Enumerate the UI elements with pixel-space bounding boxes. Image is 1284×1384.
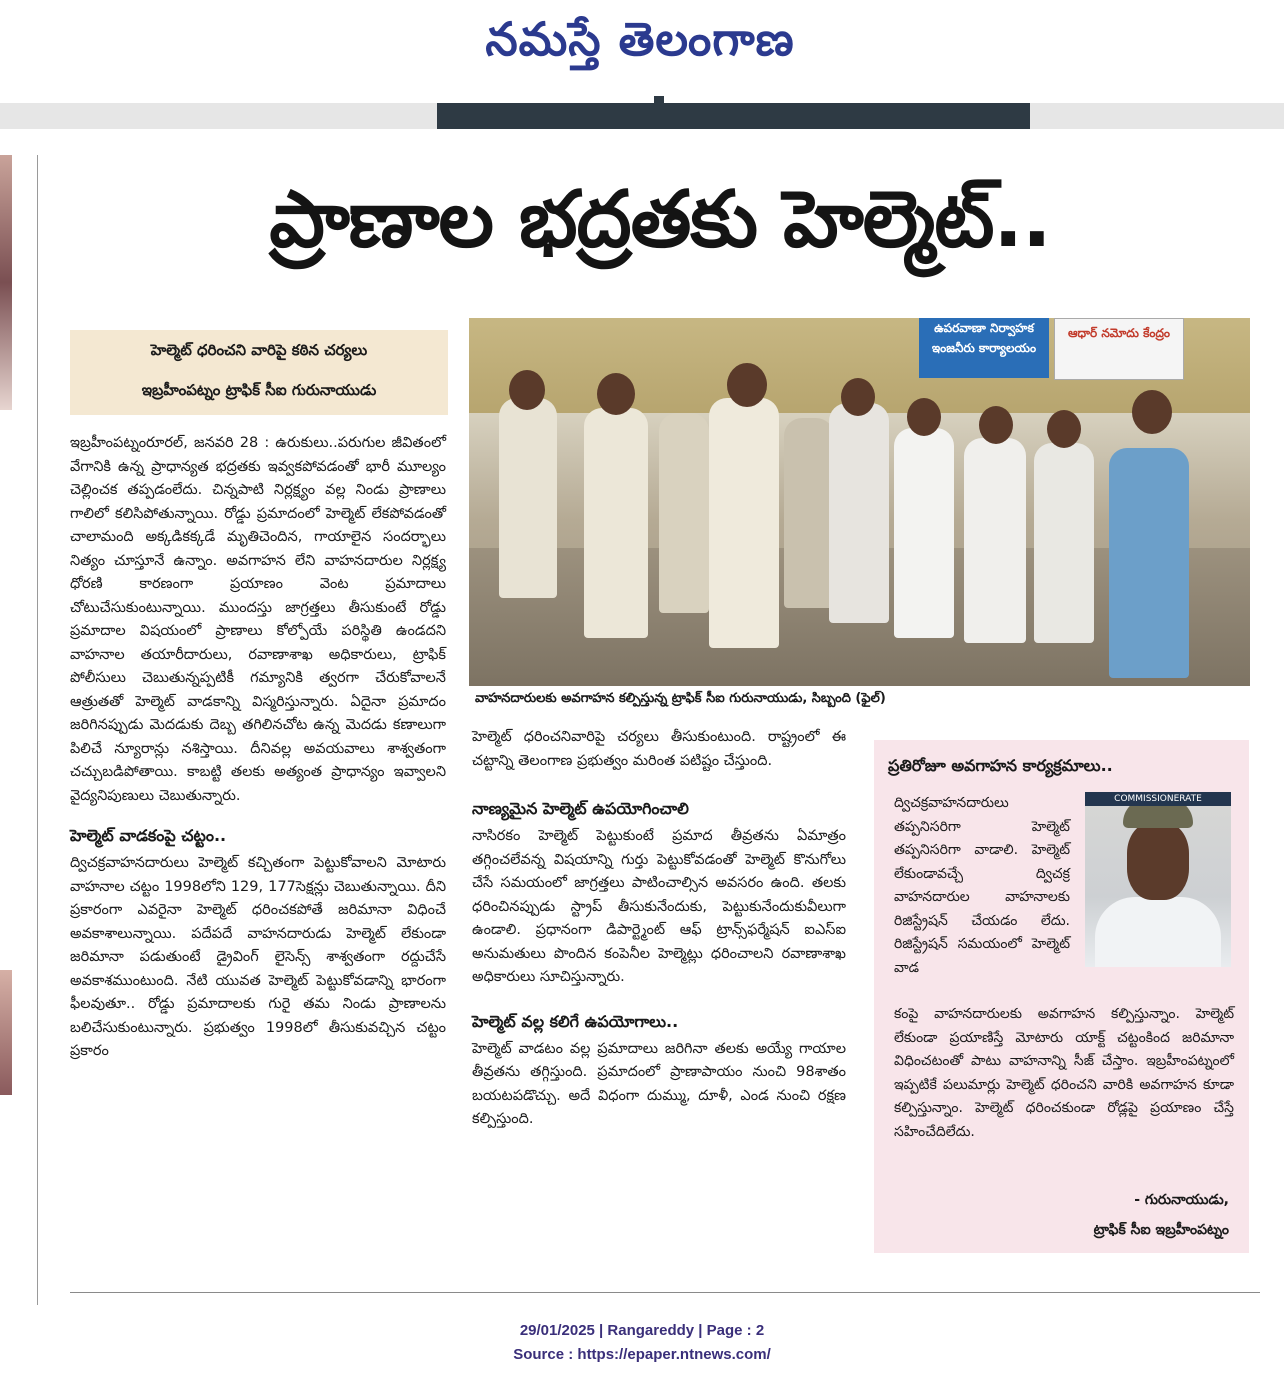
sidebar-text: ద్విచక్రవాహనదారులు తప్పనిసరిగా హెల్మెట్ తప్పనిసరిగా వాడాలి. హెల్మెట్ లేకుండావచ్చే ద్విచక్ర వాహనదారుల వాహనాలకు రిజిస్ట్రేషన్ చేయడం లేదు. రిజిస్ట్రేషన్ సమయంలో హెల్మెట్ వాడ bbox=[894, 795, 1070, 976]
sidebar-heading: ప్రతిరోజూ అవగాహన కార్యక్రమాలు.. bbox=[888, 756, 1113, 775]
section-heading: నాణ్యమైన హెల్మెట్ ఉపయోగించాలి bbox=[472, 799, 689, 818]
photo-caption: వాహనదారులకు అవగాహన కల్పిస్తున్న ట్రాఫిక్ సీఐ గురునాయుడు, సిబ్బంది (ఫైల్) bbox=[469, 687, 1250, 711]
photo-person bbox=[584, 408, 648, 638]
section-heading: హెల్మెట్ వల్ల కలిగే ఉపయోగాలు.. bbox=[472, 1011, 679, 1031]
page-bottom-rule bbox=[70, 1292, 1260, 1293]
footer-source-link[interactable]: Source : https://epaper.ntnews.com/ bbox=[513, 1346, 771, 1363]
photo-person bbox=[894, 428, 954, 638]
subheadline-box bbox=[70, 330, 448, 415]
portrait-background-banner: COMMISSIONERATE bbox=[1085, 792, 1231, 806]
photo-person bbox=[1109, 448, 1189, 678]
article-photo bbox=[469, 318, 1250, 686]
header-bar-notch bbox=[654, 96, 664, 104]
photo-person bbox=[964, 438, 1026, 643]
masthead bbox=[0, 0, 1284, 100]
portrait-shirt bbox=[1095, 897, 1221, 967]
adjacent-article-photo-2 bbox=[0, 970, 12, 1095]
photo-person bbox=[829, 403, 889, 623]
photo-aadhaar-sign: ఆధార్ నమోదు కేంద్రం bbox=[1054, 318, 1184, 380]
photo-person-head bbox=[727, 363, 767, 407]
photo-person bbox=[499, 398, 557, 598]
article-paragraph: హెల్మెట్ ధరించనివారిపై చర్యలు తీసుకుంటుంది. రాష్ట్రంలో ఈ చట్టాన్ని తెలంగాణ ప్రభుత్వం మరింత పటిష్టం చేస్తుంది. bbox=[472, 729, 846, 769]
photo-person bbox=[659, 413, 709, 613]
footer-edition-line: 29/01/2025 | Rangareddy | Page : 2 bbox=[519, 1322, 765, 1339]
article-headline: ప్రాణాల భద్రతకు హెల్మెట్.. bbox=[269, 175, 1051, 265]
photo-person-head bbox=[509, 370, 545, 410]
quote-sidebar bbox=[874, 740, 1249, 1253]
sidebar-text-continued: కంపై వాహనదారులకు అవగాహన కల్పిస్తున్నాం. హెల్మెట్ లేకుండా ప్రయాణిస్తే మోటారు యాక్ట్ చట్టంకింద జరిమానా విధించటంతో పాటు వాహనాన్ని సీజ్ చేస్తాం. ఇబ్రహీంపట్నంలో ఇప్పటికే పలుమార్లు హెల్మెట్ ధరించని వారికి అవగాహన కూడా కల్పిస్తున్నాం. హెల్మెట్ ధరించకుండా రోడ్లపై ప్రయాణం చేస్తే సహించేదిలేదు. bbox=[894, 1006, 1234, 1140]
photo-person bbox=[784, 418, 834, 608]
portrait-face bbox=[1127, 822, 1189, 900]
column-divider bbox=[37, 155, 38, 1305]
article-paragraph: హెల్మెట్ వాడటం వల్ల ప్రమాదాలు జరిగినా తలకు అయ్యే గాయాల తీవ్రతను తగ్గిస్తుంది. ప్రమాదంలో ప్రాణాపాయం నుంచి 98శాతం బయటపడొచ్చు. అదే విధంగా దుమ్ము, దూళీ, ఎండ నుంచి రక్షణ కల్పిస్తుంది. bbox=[472, 1040, 846, 1127]
article-column-1 bbox=[70, 432, 446, 1064]
photo-person-head bbox=[1132, 390, 1172, 434]
photo-person bbox=[1034, 443, 1094, 643]
article-paragraph: ద్విచక్రవాహనదారులు హెల్మెట్ కచ్చితంగా పెట్టుకోవాలని మోటారు వాహనాల చట్టం 1998లోని 129, 177సెక్షన్లు చెబుతున్నాయి. దీని ప్రకారంగా ఎవరైనా హెల్మెట్ ధరించకపోతే జరిమానా విధించే అవకాశాలున్నాయి. పదేపదే వాహనదారుడు హెల్మెట్ లేకుండా జరిమానా పడుతుంటే డ్రైవింగ్ లైసెన్స్ శాశ్వతంగా రద్దుచేసే అవకాశముంటుంది. నేటి యువత హెల్మెట్ పెట్టుకోవడాన్ని భారంగా ఫీలవుతూ.. రోడ్డు ప్రమాదాలకు గురై తమ నిండు ప్రాణాలను బలిచేసుకుంటున్నారు. ప్రభుత్వం 1998లో తీసుకువచ్చిన చట్టం ప్రకారం bbox=[70, 855, 446, 1059]
quote-attribution-name: - గురునాయుడు, bbox=[1134, 1192, 1229, 1208]
photo-person-head bbox=[979, 406, 1013, 444]
photo-person-head bbox=[597, 373, 635, 415]
photo-office-sign: ఉపరవాణా నిర్వాహక ఇంజనీరు కార్యాలయం bbox=[919, 318, 1049, 378]
adjacent-article-photo bbox=[0, 155, 12, 410]
photo-person-head bbox=[1047, 410, 1081, 448]
article-paragraph: నాసిరకం హెల్మెట్ పెట్టుకుంటే ప్రమాద తీవ్రతను ఏమాత్రం తగ్గించలేవన్న విషయాన్ని గుర్తు పెట్టుకోవడంతో హెల్మెట్ కొనుగోలు చేసే సమయంలో జాగ్రత్తలు పాటించాల్సిన అవసరం ఉంది. తలకు ధరించినప్పుడు స్ట్రాప్ తీసుకునేందుకు, పెట్టుకునేందుకువీలుగా ఉండాలి. ప్రధానంగా డిపార్ట్మెంట్ ఆఫ్ ట్రాన్స్‌ఫర్మేషన్ ఐఎస్ఐ అనుమతులు పొందిన కంపెనీల హెల్మెట్లు ధరించాలని రవాణాశాఖ అధికారులు సూచిస్తున్నారు. bbox=[472, 828, 846, 985]
section-heading: హెల్మెట్ వాడకంపై చట్టం.. bbox=[70, 826, 227, 845]
subheadline-line-2: ఇబ్రహీంపట్నం ట్రాఫిక్ సీఐ గురునాయుడు bbox=[141, 381, 377, 399]
header-bar-dark bbox=[437, 103, 1030, 129]
article-column-2 bbox=[472, 726, 846, 1132]
officer-portrait bbox=[1085, 792, 1231, 967]
article-paragraph: ఇబ్రహీంపట్నంరూరల్, జనవరి 28 : ఉరుకులు..పరుగుల జీవితంలో వేగానికి ఉన్న ప్రాధాన్యత భద్రతకు ఇవ్వకపోవడంతో భారీ మూల్యం చెల్లించక తప్పడంలేదు. చిన్నపాటి నిర్లక్ష్యం వల్ల నిండు ప్రాణాలు గాలిలో కలిసిపోతున్నాయి. రోడ్డు ప్రమాదంలో హెల్మెట్ లేకపోవడంతో చాలామంది అక్కడికక్కడే మృతిచెందిన, గాయాలైన సందర్భాలు నిత్యం చూస్తూనే ఉన్నాం. అవగాహన లేని వాహనదారుల నిర్లక్ష్య ధోరణి కారణంగా ప్రయాణం వెంట ప్రమాదాలు చోటుచేసుకుంటున్నాయి. ముందస్తు జాగ్రత్తలు తీసుకుంటే రోడ్డు ప్రమాదాల విషయంలో ప్రాణాలు కోల్పోయే పరిస్థితి ఉండదని వాహనాల తయారీదారులు, రవాణాశాఖ అధికారులు, ట్రాఫిక్ పోలీసులు చెబుతున్నప్పటికీ గమ్యానికి త్వరగా చేరుకోవాలనే ఆత్రుతతో హెల్మెట్ వాడకాన్ని విస్మరిస్తున్నారు. ఏదైనా ప్రమాదం జరిగినప్పుడు మెదడుకు దెబ్బ తగిలినచోట ఉన్న మెదడు కణాలుగా పిలిచే న్యూరాన్లు నశిస్తాయి. దీనివల్ల అవయవాలు శాశ్వతంగా చచ్చుబడిపోతాయి. కాబట్టి తలకు అత్యంత ప్రాధాన్యం ఇవ్వాలని వైద్యనిపుణులు చెబుతున్నారు. bbox=[70, 435, 446, 804]
photo-person-head bbox=[841, 378, 875, 416]
quote-attribution-title: ట్రాఫిక్ సీఐ ఇబ్రహీంపట్నం bbox=[1093, 1222, 1229, 1238]
photo-person-head bbox=[907, 398, 941, 436]
photo-person bbox=[709, 398, 779, 648]
newspaper-logo: నమస్తే తెలంగాణ bbox=[485, 12, 795, 66]
subheadline-line-1: హెల్మెట్ ధరించని వారిపై కఠిన చర్యలు bbox=[150, 341, 368, 359]
